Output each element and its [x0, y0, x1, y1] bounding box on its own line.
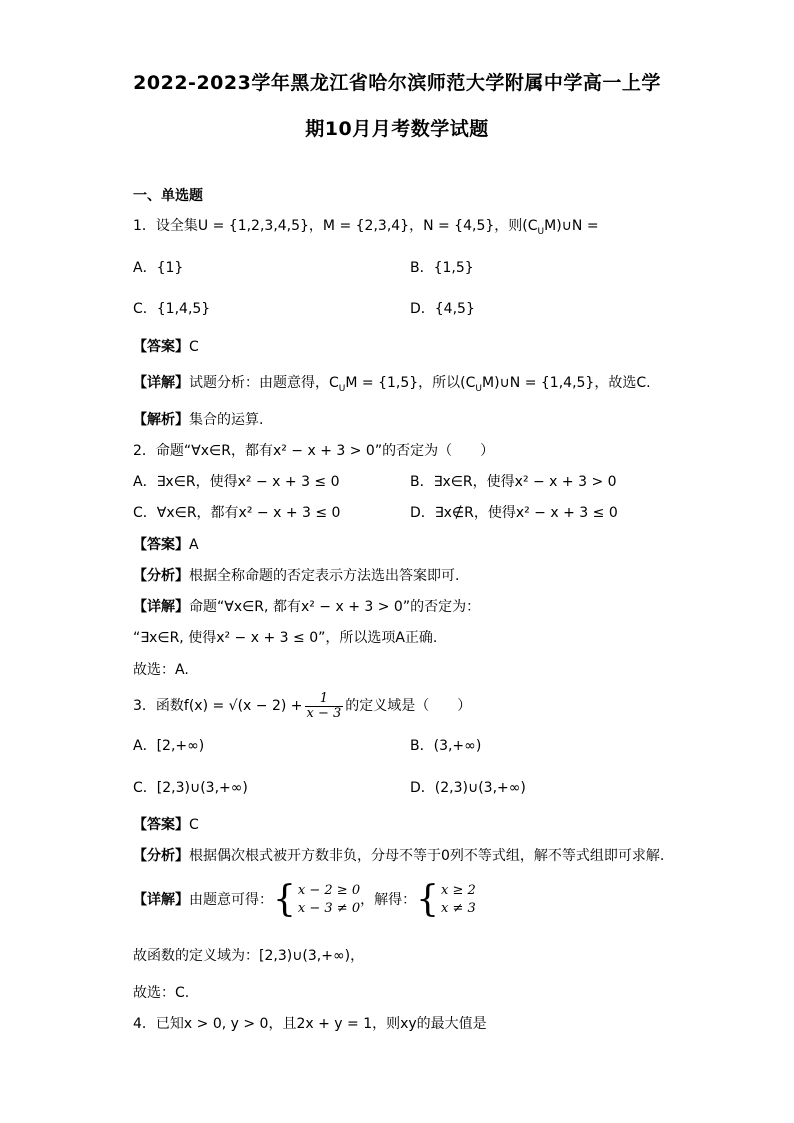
q2-analysis-text: 根据全称命题的否定表示方法选出答案即可. — [189, 568, 460, 584]
q2-answer-value: A — [189, 537, 199, 553]
q3-conclusion: 故选：C. — [133, 985, 190, 1001]
q1-detail-tag: 【详解】 — [133, 375, 189, 391]
q3-system2 — [441, 882, 476, 918]
q3-option-b: B．(3,+∞) — [410, 738, 482, 754]
q3-stem-pre: 3．函数f(x) = √(x − 2) + — [133, 698, 303, 714]
q3-system2-line2: x ≠ 3 — [441, 901, 476, 916]
q1-stem-text: 1．设全集U = {1,2,3,4,5}，M = {2,3,4}，N = {4,5}，则(C — [133, 218, 538, 234]
q3-fraction — [305, 692, 344, 721]
q3-answer — [133, 815, 199, 835]
q3-domain-line: 故函数的定义域为：[2,3)∪(3,+∞)， — [133, 948, 365, 964]
q2-detail-tag: 【详解】 — [133, 599, 189, 615]
q3-detail-pre: 由题意可得： — [189, 892, 273, 908]
q2-option-b: B．∃x∈R，使得x² − x + 3 > 0 — [410, 474, 617, 490]
q1-option-d: D．{4,5} — [410, 301, 475, 317]
q1-detail-sub: U — [338, 383, 346, 394]
q3-analysis — [133, 846, 664, 866]
q3-system1-brace: { — [273, 879, 296, 920]
section-heading: 一、单选题 — [133, 188, 203, 204]
q1-option-b: B．{1,5} — [410, 260, 474, 276]
q2-detail — [133, 597, 480, 617]
q1-detail-sub2: U — [475, 383, 482, 394]
q1-detail — [133, 373, 651, 399]
q3-analysis-text: 根据偶次根式被开方数非负，分母不等于0列不等式组，解不等式组即可求解. — [189, 848, 665, 864]
q3-system1-line2: x − 3 ≠ 0 — [297, 901, 361, 916]
q3-fraction-numerator: 1 — [305, 692, 344, 707]
q3-answer-value: C — [189, 817, 199, 833]
q1-stem-sub: U — [537, 226, 545, 237]
q3-system1-line1: x − 2 ≥ 0 — [297, 883, 361, 898]
q2-answer — [133, 535, 199, 555]
q1-analysis — [133, 410, 263, 430]
q1-answer — [133, 337, 199, 357]
q3-system2-brace: { — [416, 879, 440, 920]
q1-analysis-tag: 【解析】 — [133, 412, 189, 428]
q3-option-c: C．[2,3)∪(3,+∞) — [133, 780, 248, 796]
q2-option-a: A．∃x∈R，使得x² − x + 3 ≤ 0 — [133, 474, 340, 490]
q3-answer-tag: 【答案】 — [133, 817, 189, 833]
q1-detail-tail2: M)∪N = {1,4,5}，故选C. — [482, 375, 651, 391]
q2-option-d: D．∃x∉R，使得x² − x + 3 ≤ 0 — [410, 505, 618, 521]
q3-stem — [133, 690, 471, 722]
q2-analysis-tag: 【分析】 — [133, 568, 189, 584]
q3-system1 — [298, 882, 360, 918]
q3-analysis-tag: 【分析】 — [133, 848, 189, 864]
q1-detail-tail: M = {1,5}，所以(C — [345, 375, 476, 391]
q2-detail-line2: “∃x∈R, 使得x² − x + 3 ≤ 0”，所以选项A正确. — [133, 630, 438, 646]
document-title-line2: 期10月月考数学试题 — [305, 118, 489, 140]
q2-option-c: C．∀x∈R，都有x² − x + 3 ≤ 0 — [133, 505, 341, 521]
q3-fraction-denominator: x − 3 — [306, 705, 342, 721]
q1-option-c: C．{1,4,5} — [133, 301, 211, 317]
q1-analysis-text: 集合的运算. — [189, 412, 264, 428]
document-title-line1: 2022-2023学年黑龙江省哈尔滨师范大学附属中学高一上学 — [133, 72, 661, 94]
q1-stem — [133, 216, 599, 242]
q1-option-a: A．{1} — [133, 260, 184, 276]
q3-option-a: A．[2,+∞) — [133, 738, 205, 754]
q3-option-d: D．(2,3)∪(3,+∞) — [410, 780, 526, 796]
q1-detail-text: 试题分析：由题意得，C — [189, 375, 339, 391]
q2-answer-tag: 【答案】 — [133, 537, 189, 553]
q2-stem: 2．命题“∀x∈R，都有x² − x + 3 > 0”的否定为（ ） — [133, 443, 495, 459]
q1-answer-tag: 【答案】 — [133, 339, 189, 355]
q3-system2-line1: x ≥ 2 — [441, 883, 476, 898]
q4-stem: 4．已知x > 0, y > 0，且2x + y = 1，则xy的最大值是 — [133, 1016, 487, 1032]
q1-stem-tail: M)∪N = — [544, 218, 599, 234]
q3-detail-tag: 【详解】 — [133, 892, 189, 908]
q3-detail — [133, 880, 476, 920]
q2-conclusion: 故选：A. — [133, 662, 189, 678]
q2-detail-text: 命题“∀x∈R, 都有x² − x + 3 > 0”的否定为： — [189, 599, 481, 615]
q1-answer-value: C — [189, 339, 199, 355]
q3-stem-post: 的定义域是（ ） — [345, 698, 472, 714]
q3-detail-mid: ，解得： — [360, 892, 417, 908]
q2-analysis — [133, 566, 459, 586]
